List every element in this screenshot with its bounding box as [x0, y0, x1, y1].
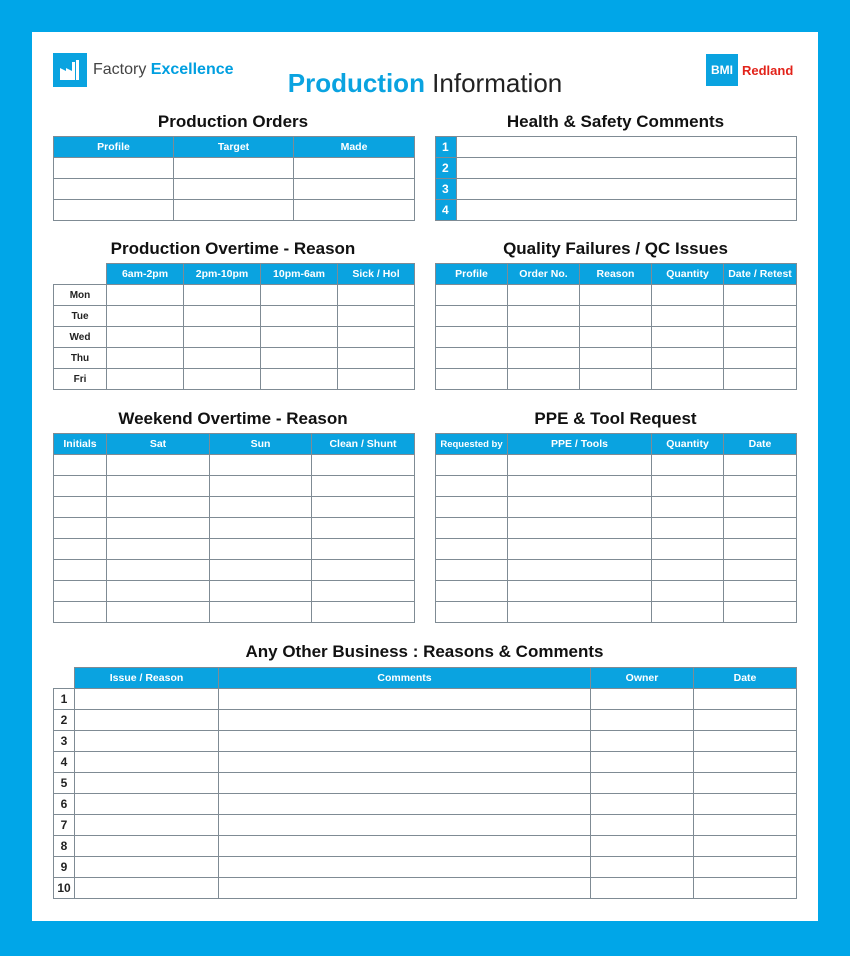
table-row: [54, 773, 797, 794]
row-number: 5: [54, 773, 75, 794]
table-row: [54, 731, 797, 752]
entry-cell[interactable]: [210, 497, 312, 518]
table-row: [54, 369, 415, 390]
row-number: 4: [54, 752, 75, 773]
entry-cell[interactable]: [652, 560, 724, 581]
profile-cell[interactable]: [54, 179, 174, 200]
target-cell[interactable]: [174, 200, 294, 221]
entry-cell[interactable]: [210, 539, 312, 560]
entry-cell[interactable]: [107, 327, 184, 348]
comment-cell[interactable]: [457, 200, 797, 221]
entry-cell[interactable]: [184, 348, 261, 369]
entry-cell[interactable]: [219, 794, 591, 815]
entry-cell[interactable]: [54, 497, 107, 518]
entry-cell[interactable]: [652, 285, 724, 306]
entry-cell[interactable]: [219, 815, 591, 836]
entry-cell[interactable]: [694, 815, 797, 836]
entry-cell[interactable]: [508, 306, 580, 327]
entry-cell[interactable]: [591, 878, 694, 899]
table-row: [54, 285, 415, 306]
table-row: [436, 285, 797, 306]
day-label: Wed: [54, 327, 107, 348]
entry-cell[interactable]: [107, 306, 184, 327]
entry-cell[interactable]: [508, 455, 652, 476]
quality-failures-title: Quality Failures / QC Issues: [503, 239, 728, 258]
entry-cell[interactable]: [694, 878, 797, 899]
entry-cell[interactable]: [107, 518, 210, 539]
table-row: [54, 455, 415, 476]
entry-cell[interactable]: [54, 602, 107, 623]
entry-cell[interactable]: [436, 560, 508, 581]
entry-cell[interactable]: [508, 285, 580, 306]
table-row: [54, 752, 797, 773]
table-row: [436, 306, 797, 327]
col-header-quantity: Quantity: [652, 264, 724, 285]
table-row: [54, 158, 415, 179]
entry-cell[interactable]: [724, 497, 797, 518]
entry-cell[interactable]: [54, 476, 107, 497]
entry-cell[interactable]: [107, 602, 210, 623]
col-header-profile: Profile: [436, 264, 508, 285]
day-label: Thu: [54, 348, 107, 369]
entry-cell[interactable]: [580, 369, 652, 390]
day-label: Fri: [54, 369, 107, 390]
entry-cell[interactable]: [210, 560, 312, 581]
table-row: [436, 602, 797, 623]
col-header-date: Date: [724, 434, 797, 455]
entry-cell[interactable]: [75, 815, 219, 836]
entry-cell[interactable]: [436, 518, 508, 539]
entry-cell[interactable]: [694, 773, 797, 794]
corner-blank: [54, 668, 75, 689]
entry-cell[interactable]: [75, 773, 219, 794]
factory-excellence-text: Factory Excellence: [93, 61, 234, 78]
entry-cell[interactable]: [54, 518, 107, 539]
table-row: [54, 306, 415, 327]
entry-cell[interactable]: [591, 752, 694, 773]
table-row: [436, 158, 797, 179]
entry-cell[interactable]: [652, 539, 724, 560]
made-cell[interactable]: [294, 179, 415, 200]
col-header-issue-reason: Issue / Reason: [75, 668, 219, 689]
ppe-request-table: [435, 433, 797, 623]
entry-cell[interactable]: [580, 285, 652, 306]
row-number: 6: [54, 794, 75, 815]
entry-cell[interactable]: [338, 369, 415, 390]
redland-text: Redland: [742, 62, 794, 78]
entry-cell[interactable]: [436, 455, 508, 476]
entry-cell[interactable]: [75, 857, 219, 878]
row-number: 8: [54, 836, 75, 857]
entry-cell[interactable]: [436, 327, 508, 348]
col-header-owner: Owner: [591, 668, 694, 689]
entry-cell[interactable]: [436, 497, 508, 518]
entry-cell[interactable]: [508, 602, 652, 623]
entry-cell[interactable]: [724, 581, 797, 602]
table-row: [54, 539, 415, 560]
entry-cell[interactable]: [54, 560, 107, 581]
entry-cell[interactable]: [312, 539, 415, 560]
table-row: [54, 327, 415, 348]
entry-cell[interactable]: [436, 306, 508, 327]
col-header-clean-shunt: Clean / Shunt: [312, 434, 415, 455]
form-sheet: [32, 32, 818, 921]
aob-title: Any Other Business : Reasons & Comments: [245, 642, 604, 661]
target-cell[interactable]: [174, 158, 294, 179]
entry-cell[interactable]: [107, 285, 184, 306]
entry-cell[interactable]: [591, 815, 694, 836]
table-row: [54, 348, 415, 369]
row-number: 2: [54, 710, 75, 731]
entry-cell[interactable]: [724, 602, 797, 623]
production-orders-title: Production Orders: [157, 112, 309, 131]
entry-cell[interactable]: [508, 476, 652, 497]
entry-cell[interactable]: [338, 285, 415, 306]
entry-cell[interactable]: [508, 518, 652, 539]
entry-cell[interactable]: [75, 710, 219, 731]
row-number: 1: [436, 137, 457, 158]
entry-cell[interactable]: [724, 327, 797, 348]
entry-cell[interactable]: [580, 327, 652, 348]
entry-cell[interactable]: [591, 710, 694, 731]
table-row: [54, 200, 415, 221]
entry-cell[interactable]: [591, 731, 694, 752]
entry-cell[interactable]: [210, 455, 312, 476]
entry-cell[interactable]: [219, 752, 591, 773]
bmi-logo-box: BMI: [706, 54, 738, 86]
entry-cell[interactable]: [652, 369, 724, 390]
entry-cell[interactable]: [694, 710, 797, 731]
col-header-sat: Sat: [107, 434, 210, 455]
col-header-target: Target: [174, 137, 294, 158]
table-row: [54, 497, 415, 518]
entry-cell[interactable]: [436, 285, 508, 306]
col-header-quantity: Quantity: [652, 434, 724, 455]
col-header-order-no: Order No.: [508, 264, 580, 285]
table-row: [54, 836, 797, 857]
entry-cell[interactable]: [724, 539, 797, 560]
entry-cell[interactable]: [54, 455, 107, 476]
entry-cell[interactable]: [694, 731, 797, 752]
table-row: [54, 878, 797, 899]
table-row: [436, 200, 797, 221]
entry-cell[interactable]: [261, 285, 338, 306]
entry-cell[interactable]: [219, 689, 591, 710]
entry-cell[interactable]: [652, 455, 724, 476]
entry-cell[interactable]: [219, 857, 591, 878]
entry-cell[interactable]: [508, 348, 580, 369]
entry-cell[interactable]: [694, 857, 797, 878]
entry-cell[interactable]: [591, 836, 694, 857]
table-row: [54, 476, 415, 497]
page-title: Production Information: [287, 68, 563, 98]
table-row: [54, 602, 415, 623]
corner-blank: [54, 264, 107, 285]
entry-cell[interactable]: [652, 327, 724, 348]
table-row: [436, 518, 797, 539]
entry-cell[interactable]: [107, 560, 210, 581]
entry-cell[interactable]: [436, 539, 508, 560]
entry-cell[interactable]: [184, 369, 261, 390]
profile-cell[interactable]: [54, 200, 174, 221]
entry-cell[interactable]: [210, 581, 312, 602]
col-header-2pm-10pm: 2pm-10pm: [184, 264, 261, 285]
col-header-sun: Sun: [210, 434, 312, 455]
col-header-requested-by: Requested by: [436, 434, 508, 455]
entry-cell[interactable]: [75, 836, 219, 857]
table-row: [54, 581, 415, 602]
entry-cell[interactable]: [652, 581, 724, 602]
made-cell[interactable]: [294, 200, 415, 221]
entry-cell[interactable]: [75, 689, 219, 710]
entry-cell[interactable]: [652, 476, 724, 497]
entry-cell[interactable]: [54, 581, 107, 602]
table-row: [436, 581, 797, 602]
entry-cell[interactable]: [436, 369, 508, 390]
table-row: [436, 455, 797, 476]
entry-cell[interactable]: [54, 539, 107, 560]
entry-cell[interactable]: [107, 476, 210, 497]
table-row: [436, 560, 797, 581]
entry-cell[interactable]: [724, 455, 797, 476]
entry-cell[interactable]: [436, 581, 508, 602]
col-header-reason: Reason: [580, 264, 652, 285]
weekend-overtime-title: Weekend Overtime - Reason: [118, 409, 348, 428]
entry-cell[interactable]: [219, 773, 591, 794]
table-row: [436, 539, 797, 560]
entry-cell[interactable]: [591, 857, 694, 878]
table-row: [436, 476, 797, 497]
row-number: 10: [54, 878, 75, 899]
entry-cell[interactable]: [75, 794, 219, 815]
entry-cell[interactable]: [312, 497, 415, 518]
col-header-10pm-6am: 10pm-6am: [261, 264, 338, 285]
entry-cell[interactable]: [724, 306, 797, 327]
col-header-comments: Comments: [219, 668, 591, 689]
entry-cell[interactable]: [75, 731, 219, 752]
row-number: 9: [54, 857, 75, 878]
aob-table: [53, 667, 797, 899]
made-cell[interactable]: [294, 158, 415, 179]
entry-cell[interactable]: [107, 581, 210, 602]
table-row: [436, 497, 797, 518]
entry-cell[interactable]: [724, 369, 797, 390]
table-row: [54, 794, 797, 815]
entry-cell[interactable]: [107, 539, 210, 560]
entry-cell[interactable]: [107, 348, 184, 369]
weekend-overtime-table: [53, 433, 415, 623]
table-row: [54, 857, 797, 878]
col-header-profile: Profile: [54, 137, 174, 158]
target-cell[interactable]: [174, 179, 294, 200]
entry-cell[interactable]: [184, 327, 261, 348]
entry-cell[interactable]: [724, 560, 797, 581]
production-orders-table: [53, 136, 415, 221]
entry-cell[interactable]: [210, 602, 312, 623]
entry-cell[interactable]: [436, 602, 508, 623]
col-header-date: Date: [694, 668, 797, 689]
entry-cell[interactable]: [724, 285, 797, 306]
entry-cell[interactable]: [210, 476, 312, 497]
entry-cell[interactable]: [261, 306, 338, 327]
entry-cell[interactable]: [436, 348, 508, 369]
entry-cell[interactable]: [107, 497, 210, 518]
entry-cell[interactable]: [652, 518, 724, 539]
entry-cell[interactable]: [508, 581, 652, 602]
row-number: 4: [436, 200, 457, 221]
table-row: [54, 815, 797, 836]
col-header-made: Made: [294, 137, 415, 158]
entry-cell[interactable]: [312, 518, 415, 539]
entry-cell[interactable]: [75, 752, 219, 773]
row-number: 3: [54, 731, 75, 752]
entry-cell[interactable]: [261, 369, 338, 390]
comment-cell[interactable]: [457, 158, 797, 179]
col-header-sick-hol: Sick / Hol: [338, 264, 415, 285]
entry-cell[interactable]: [312, 560, 415, 581]
entry-cell[interactable]: [75, 878, 219, 899]
entry-cell[interactable]: [261, 348, 338, 369]
comment-cell[interactable]: [457, 137, 797, 158]
entry-cell[interactable]: [184, 285, 261, 306]
day-label: Mon: [54, 285, 107, 306]
entry-cell[interactable]: [724, 518, 797, 539]
bmi-redland-logo: [706, 54, 793, 86]
entry-cell[interactable]: [312, 455, 415, 476]
entry-cell[interactable]: [107, 455, 210, 476]
entry-cell[interactable]: [219, 836, 591, 857]
entry-cell[interactable]: [724, 476, 797, 497]
entry-cell[interactable]: [508, 327, 580, 348]
table-row: [436, 137, 797, 158]
entry-cell[interactable]: [508, 369, 580, 390]
day-label: Tue: [54, 306, 107, 327]
ppe-request-title: PPE & Tool Request: [534, 409, 697, 428]
entry-cell[interactable]: [694, 752, 797, 773]
table-row: [54, 518, 415, 539]
health-safety-title: Health & Safety Comments: [506, 112, 725, 131]
table-row: [54, 179, 415, 200]
entry-cell[interactable]: [261, 327, 338, 348]
table-row: [54, 689, 797, 710]
entry-cell[interactable]: [591, 773, 694, 794]
entry-cell[interactable]: [694, 836, 797, 857]
col-header-ppe-tools: PPE / Tools: [508, 434, 652, 455]
entry-cell[interactable]: [219, 731, 591, 752]
entry-cell[interactable]: [107, 369, 184, 390]
row-number: 2: [436, 158, 457, 179]
production-overtime-title: Production Overtime - Reason: [110, 239, 356, 258]
entry-cell[interactable]: [724, 348, 797, 369]
entry-cell[interactable]: [312, 581, 415, 602]
entry-cell[interactable]: [652, 497, 724, 518]
entry-cell[interactable]: [652, 306, 724, 327]
table-row: [436, 179, 797, 200]
row-number: 7: [54, 815, 75, 836]
quality-failures-table: [435, 263, 797, 390]
col-header-6am-2pm: 6am-2pm: [107, 264, 184, 285]
entry-cell[interactable]: [508, 497, 652, 518]
entry-cell[interactable]: [312, 476, 415, 497]
entry-cell[interactable]: [652, 348, 724, 369]
entry-cell[interactable]: [580, 306, 652, 327]
entry-cell[interactable]: [694, 689, 797, 710]
entry-cell[interactable]: [694, 794, 797, 815]
entry-cell[interactable]: [508, 539, 652, 560]
entry-cell[interactable]: [436, 476, 508, 497]
table-row: [54, 710, 797, 731]
health-safety-table: [435, 136, 797, 221]
col-header-initials: Initials: [54, 434, 107, 455]
col-header-date-retest: Date / Retest: [724, 264, 797, 285]
entry-cell[interactable]: [591, 689, 694, 710]
row-number: 3: [436, 179, 457, 200]
entry-cell[interactable]: [184, 306, 261, 327]
table-row: [54, 560, 415, 581]
table-row: [436, 327, 797, 348]
entry-cell[interactable]: [219, 710, 591, 731]
table-row: [436, 369, 797, 390]
entry-cell[interactable]: [338, 348, 415, 369]
table-row: [436, 348, 797, 369]
entry-cell[interactable]: [580, 348, 652, 369]
profile-cell[interactable]: [54, 158, 174, 179]
entry-cell[interactable]: [508, 560, 652, 581]
entry-cell[interactable]: [338, 306, 415, 327]
entry-cell[interactable]: [652, 602, 724, 623]
entry-cell[interactable]: [210, 518, 312, 539]
row-number: 1: [54, 689, 75, 710]
comment-cell[interactable]: [457, 179, 797, 200]
entry-cell[interactable]: [312, 602, 415, 623]
entry-cell[interactable]: [591, 794, 694, 815]
production-overtime-table: [53, 263, 415, 390]
entry-cell[interactable]: [338, 327, 415, 348]
entry-cell[interactable]: [219, 878, 591, 899]
